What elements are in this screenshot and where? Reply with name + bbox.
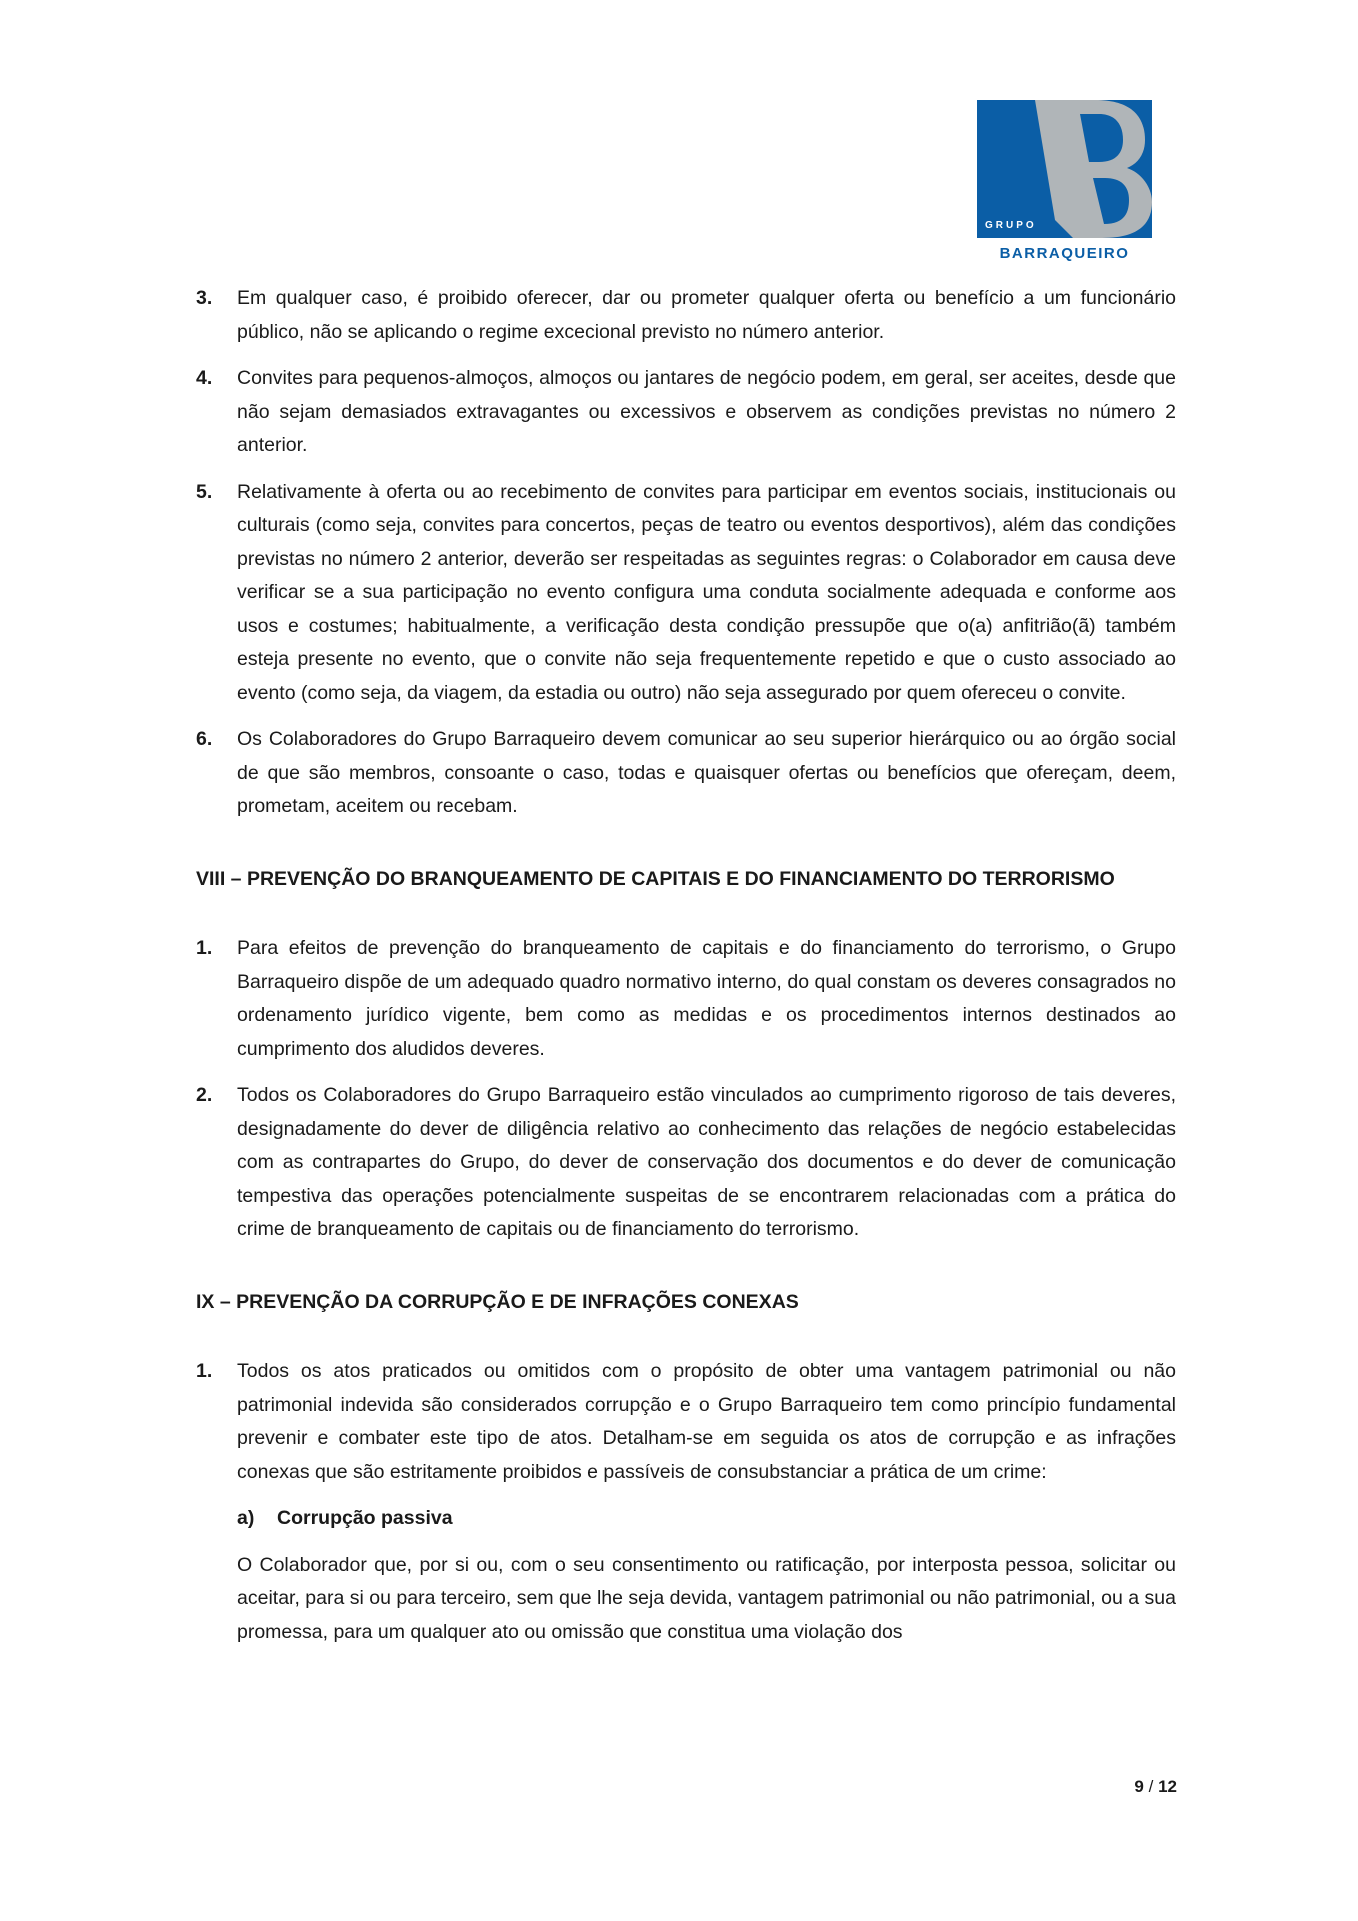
page-current: 9 — [1134, 1777, 1144, 1796]
item-number: 6. — [196, 728, 213, 750]
logo-letter-b — [977, 100, 1152, 238]
list-item — [196, 1355, 1176, 1489]
item-text: Todos os atos praticados ou omitidos com o propósito de obter uma vantagem patrimonial ou não patrimonial indevida são considerados corrupção e o Grupo Barraqueiro tem como princípio fundamental prevenir e combater este tipo de atos. Detalham-se em seguida os atos de corrupção e as infrações conexas que são estritamente proibidos e passíveis de consubstanciar a prática de um crime: — [237, 1360, 1176, 1483]
page-total: 12 — [1158, 1777, 1177, 1796]
item-text: Em qualquer caso, é proibido oferecer, dar ou prometer qualquer oferta ou benefício a um funcionário público, não se aplicando o regime excecional previsto no número anterior. — [237, 287, 1176, 343]
subsection-letter: a) — [237, 1507, 255, 1529]
subsection-a-paragraph: O Colaborador que, por si ou, com o seu consentimento ou ratificação, por interposta pessoa, solicitar ou aceitar, para si ou para terceiro, sem que lhe seja devida, vantagem patrimonial ou não patrimonial, ou a sua promessa, para um qualquer ato ou omissão que constitua uma violação dos — [237, 1553, 1176, 1643]
logo-mark — [977, 100, 1152, 238]
list-item — [196, 723, 1176, 824]
subsection-title: Corrupção passiva — [277, 1507, 453, 1529]
logo-grupo-text: GRUPO — [985, 220, 1037, 231]
company-logo — [977, 100, 1152, 266]
item-number: 5. — [196, 480, 213, 503]
list-item — [196, 362, 1176, 463]
item-number: 4. — [196, 367, 213, 389]
list-item — [196, 1079, 1176, 1247]
page-number — [1085, 1777, 1177, 1797]
item-text: Todos os Colaboradores do Grupo Barraqueiro estão vinculados ao cumprimento rigoroso de tais deveres, designadamente do dever de diligência relativo ao conhecimento das relações de negócio estabelecidas com as contrapartes do Grupo, do dever de conservação dos documentos e do dever de comunicação tempestiva das operações potencialmente suspeitas de se encontrarem relacionadas com a prática do crime de branqueamento de capitais ou de financiamento do terrorismo. — [237, 1084, 1176, 1240]
item-text: Relativamente à oferta ou ao recebimento de convites para participar em eventos sociais, institucionais ou culturais (como seja, convites para concertos, peças de teatro ou eventos desportivos), além das condições previstas no número 2 anterior, deverão ser respeitadas as seguintes regras: o Colaborador em causa deve verificar se a sua participação no evento configura uma conduta socialmente adequada e conforme aos usos e costumes; habitualmente, a verificação desta condição pressupõe que o(a) anfitrião(ã) também esteja presente no evento, que o convite não seja frequentemente repetido e que o custo associado ao evento (como seja, da viagem, da estadia ou outro) não seja assegurado por quem ofereceu o convite. — [237, 480, 1176, 704]
item-number: 3. — [196, 287, 213, 309]
item-number: 1. — [196, 937, 213, 959]
list-item — [196, 282, 1176, 349]
list-item — [196, 932, 1176, 1066]
item-text: Convites para pequenos-almoços, almoços ou jantares de negócio podem, em geral, ser aceites, desde que não sejam demasiados extravagantes ou excessivos e observem as condições previstas no número 2 anterior. — [237, 367, 1176, 456]
item-text: Os Colaboradores do Grupo Barraqueiro devem comunicar ao seu superior hierárquico ou ao órgão social de que são membros, consoante o caso, todas e quaisquer ofertas ou benefícios que ofereçam, deem, prometam, aceitem ou recebam. — [237, 728, 1176, 817]
section-viii-title: VIII – PREVENÇÃO DO BRANQUEAMENTO DE CAPITAIS E DO FINANCIAMENTO DO TERRORISMO — [196, 867, 1115, 890]
document-body — [196, 282, 1176, 1649]
subsection-a-heading — [237, 1502, 1176, 1536]
item-text: Para efeitos de prevenção do branqueamento de capitais e do financiamento do terrorismo, o Grupo Barraqueiro dispõe de um adequado quadro normativo interno, do qual constam os deveres consagrados no ordenamento jurídico vigente, bem como as medidas e os procedimentos internos destinados ao cumprimento dos aludidos deveres. — [237, 937, 1176, 1060]
item-number: 2. — [196, 1084, 213, 1106]
page-separator: / — [1148, 1777, 1154, 1796]
section-ix-title: IX – PREVENÇÃO DA CORRUPÇÃO E DE INFRAÇÕES CONEXAS — [196, 1290, 799, 1313]
list-item — [196, 476, 1176, 711]
item-number: 1. — [196, 1360, 213, 1382]
logo-company-name: BARRAQUEIRO — [999, 245, 1130, 262]
